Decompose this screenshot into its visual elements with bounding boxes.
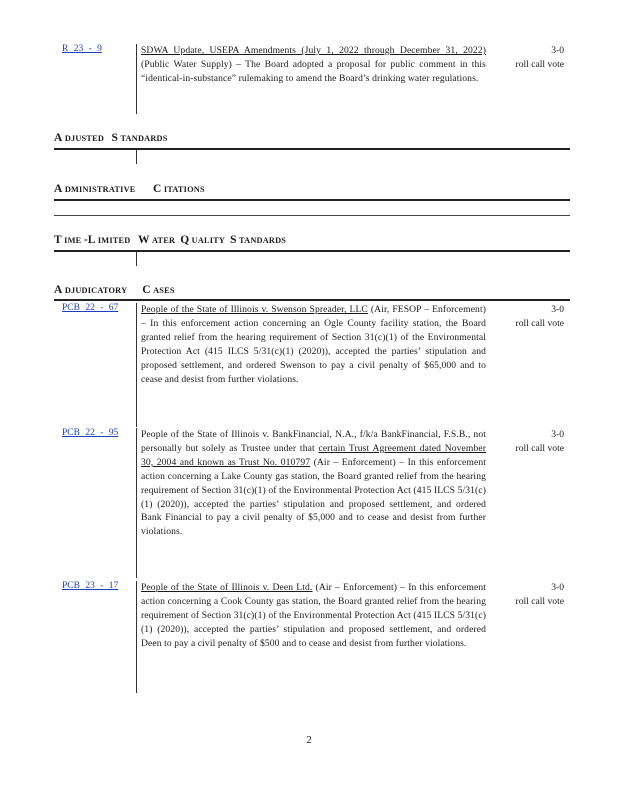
case-entry-pcb22-67 (54, 303, 570, 427)
case-title: People of the State of Illinois v. Deen Ltd. (141, 582, 313, 593)
column-divider (136, 303, 137, 427)
vote-result: 3-0 roll call vote (515, 304, 564, 329)
rulemaking-entry-r23-9 (54, 44, 570, 114)
docket-link-pcb22-67[interactable]: PCB 22 - 67 (62, 303, 119, 313)
section-heading-adjusted-standards: A DJUSTED S TANDARDS (54, 132, 168, 144)
case-entry-pcb23-17 (54, 581, 570, 693)
section-rule (54, 215, 570, 216)
case-title: SDWA Update, USEPA Amendments (July 1, 2022 through December 31, 2022) (141, 45, 486, 56)
section-heading-time-limited-standards: T IME -L IMITED W ATER Q UALITY S TANDARDS (54, 234, 287, 246)
case-entry-pcb22-95 (54, 428, 570, 578)
column-divider (136, 428, 137, 578)
section-rule (54, 199, 570, 201)
column-divider (136, 581, 137, 693)
section-rule (54, 148, 570, 150)
column-divider (136, 150, 137, 164)
entry-description: People of the State of Illinois v. Deen Ltd. (Air – Enforcement) – In this enforcement action concerning a Cook County gas station, the Board granted relief from the hearing requirement of Section 31(c)(1) of the Environmental Protection Act (415 ILCS 5/31(c)(1) (2020)), accepted the parties’ stipulation and proposed settlement, and ordered Deen to pay a civil penalty of $500 and to cease and desist from further violations. (141, 582, 486, 649)
section-heading-adjudicatory-cases: A DJUDICATORY C ASES (54, 284, 175, 296)
case-title: People of the State of Illinois v. Swenson Spreader, LLC (141, 304, 368, 315)
vote-result: 3-0 roll call vote (515, 429, 564, 454)
vote-result: 3-0 roll call vote (515, 582, 564, 607)
column-divider (136, 44, 137, 114)
case-title-underlined: certain Trust Agreement dated November 30, 2004 and known as Trust No. 010797 (141, 442, 486, 468)
section-rule (54, 299, 570, 301)
docket-link-pcb23-17[interactable]: PCB 23 - 17 (62, 581, 119, 591)
section-heading-administrative-citations: A DMINISTRATIVE C ITATIONS (54, 183, 205, 195)
page-number: 2 (306, 734, 312, 746)
docket-link-pcb22-95[interactable]: PCB 22 - 95 (62, 428, 119, 438)
entry-description: SDWA Update, USEPA Amendments (July 1, 2022 through December 31, 2022) (Public Water Supply) – The Board adopted a proposal for public comment in this “identical-in-substance” rulemaking to amend the Board’s drinking water regulations. (141, 45, 486, 84)
section-rule (54, 250, 570, 252)
column-divider (136, 252, 137, 266)
entry-description: People of the State of Illinois v. BankFinancial, N.A., f/k/a BankFinancial, F.S.B., not personally but solely as Trustee under that certain Trust Agreement dated November 30, 2004 and known as Trust No. 010797 (Air – Enforcement) – In this enforcement action concerning a Lake County gas station, the Board granted relief from the hearing requirement of Section 31(c)(1) of the Environmental Protection Act (415 ILCS 5/31(c)(1) (2020)), accepted the parties’ stipulation and proposed settlement, and ordered Bank Financial to pay a civil penalty of $5,000 and to cease and desist from further violations. (141, 429, 486, 538)
docket-link-r23-9[interactable]: R 23 - 9 (62, 44, 102, 54)
entry-description: People of the State of Illinois v. Swenson Spreader, LLC (Air, FESOP – Enforcement) – In this enforcement action concerning an Ogle County facility station, the Board granted relief from the hearing requirement of Section 31(c)(1) of the Environmental Protection Act (415 ILCS 5/31(c)(1) (2020)), accepted the parties’ stipulation and proposed settlement, and ordered Swenson to pay a civil penalty of $65,000 and to cease and desist from further violations. (141, 304, 487, 385)
vote-result: 3-0 roll call vote (515, 45, 564, 70)
